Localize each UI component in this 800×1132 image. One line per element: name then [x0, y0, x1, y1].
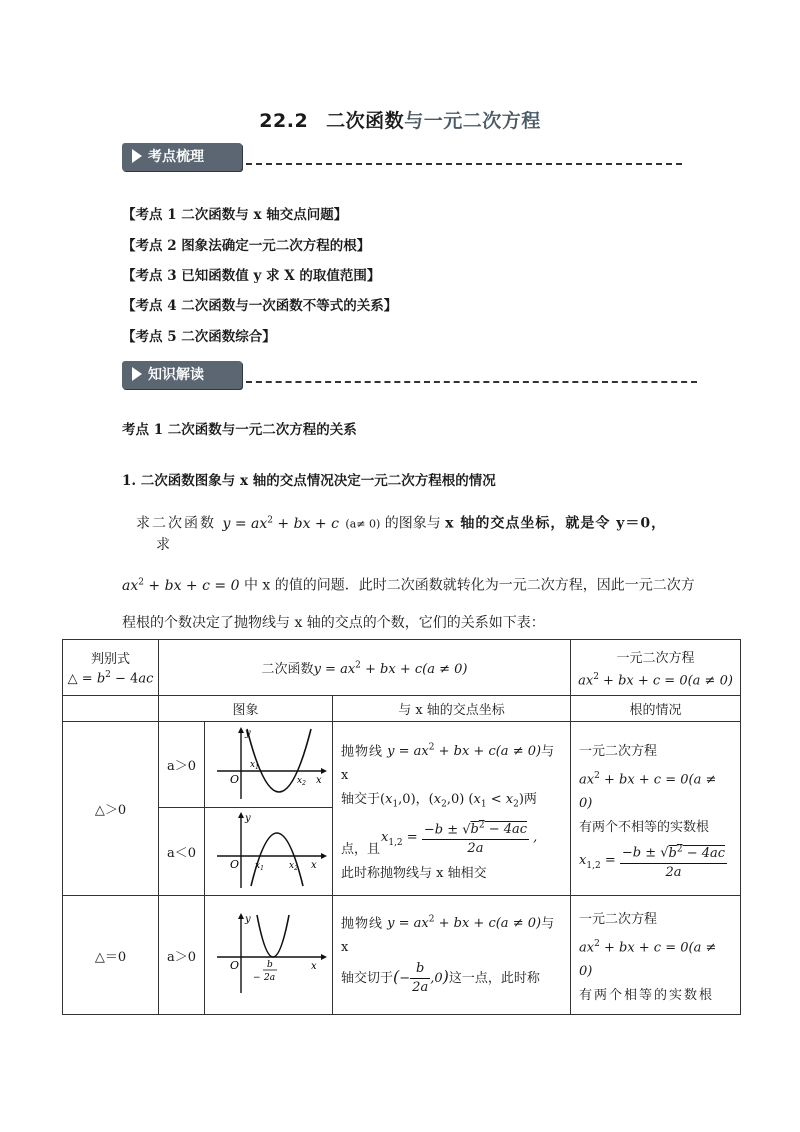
banner-label: 考点梳理: [148, 149, 204, 165]
para1-bold: x 轴的交点坐标，就是令 y＝0，: [445, 515, 667, 532]
banner-zhishi: [122, 361, 697, 389]
kaodian-item-3: 【考点 3 已知函数值 y 求 X 的取值范围】: [122, 268, 381, 284]
row2-p1: 抛物线: [341, 916, 384, 932]
row2-intersection-desc: [333, 896, 571, 1015]
a-positive-label: a＞0: [159, 722, 205, 808]
svg-text:x: x: [310, 961, 317, 973]
svg-text:−: −: [252, 973, 261, 984]
header-disc-label: 判别式: [90, 652, 130, 668]
paragraph-2-line2: 程根的个数决定了抛物线与 x 轴的交点的个数，它们的关系如下表：: [122, 615, 545, 631]
svg-text:O: O: [229, 772, 239, 786]
title-main: 二次函数: [326, 110, 405, 132]
svg-text:y: y: [244, 914, 251, 926]
a-negative-label: a＜0: [159, 808, 205, 896]
row1-p1: 抛物线: [341, 744, 384, 760]
graph-cell-upward-two-roots: [205, 722, 333, 808]
header-eq-formula: $ax^2$ + bx + c = 0(a ≠ 0): [578, 671, 733, 689]
row1-r-desc: 有两个不相等的实数根: [579, 820, 710, 836]
title-number: 22.2: [259, 110, 309, 132]
page-title: [0, 106, 800, 133]
row1-p2: 与 x: [341, 744, 555, 784]
row2-r-title: 一元二次方程: [579, 912, 658, 927]
subsection-heading: 1. 二次函数图象与 x 轴的交点情况决定一元二次方程根的情况: [122, 473, 496, 489]
kaodian-item-1: 【考点 1 二次函数与 x 轴交点问题】: [122, 207, 348, 223]
table-subheader-row: [63, 696, 741, 722]
header-discriminant: [63, 640, 159, 696]
play-arrow-icon: [132, 367, 142, 381]
graph-cell-downward-two-roots: [205, 808, 333, 896]
row1-p3: 轴交于: [341, 792, 381, 808]
svg-text:O: O: [229, 959, 239, 973]
row2-point-close: ): [442, 967, 449, 987]
play-arrow-icon: [132, 149, 142, 163]
svg-text:x2: $x_2$: [288, 860, 298, 872]
banner-tag: [122, 143, 242, 171]
quadratic-formula: $y = ax^2$ + bx + c: [222, 515, 339, 532]
delta-positive: △＞0: [63, 722, 159, 896]
kaodian-item-4: 【考点 4 二次函数与一次函数不等式的关系】: [122, 298, 398, 314]
para1-mid: 的图象与: [380, 515, 446, 532]
row2-p4: 这一点，此时称: [448, 971, 540, 987]
para2-text1: 中 x 的值的问题．此时二次函数就转化为一元二次方程，因此一元二次方: [243, 577, 695, 594]
paragraph-1: [136, 510, 696, 555]
row1-r-formula: $x_{1,2}$ = $\frac{-b \pm √b^2 - 4ac}{2a}$: [579, 840, 732, 881]
svg-text:y: y: [244, 727, 251, 739]
row1-intersection-desc: [333, 722, 571, 896]
banner-label: 知识解读: [148, 367, 204, 383]
subheader-intersect: 与 x 轴的交点坐标: [333, 696, 571, 722]
row2-roots-desc: [571, 896, 741, 1015]
svg-text:y: y: [244, 812, 251, 824]
delta-zero: △＝0: [63, 896, 159, 1015]
banner-tag: [122, 361, 242, 389]
para1-lead: 求二次函数: [136, 515, 216, 532]
header-func-prefix: 二次函数: [261, 662, 314, 677]
a-positive-label: a＞0: [159, 896, 205, 1015]
svg-text:O: O: [229, 857, 239, 871]
row1-p6: 此时称抛物线与 x 轴相交: [341, 866, 487, 882]
svg-text:2a: 2a: [263, 973, 275, 984]
discriminant-formula: △ = $b^2 - 4ac$: [67, 670, 154, 687]
row2-p2: 与 x: [341, 916, 555, 956]
svg-text:x: x: [310, 859, 317, 871]
row1-roots-desc: [571, 722, 741, 896]
svg-text:b: b: [266, 960, 273, 971]
row1-root-formula: $x_{1,2}$ = $\frac{-b \pm √b^2 - 4ac}{2a}$ ,: [381, 817, 562, 858]
svg-text:x1: $x_1$: [254, 860, 264, 872]
banner-kaodian: [122, 143, 682, 171]
row1-r-title: 一元二次方程: [579, 744, 658, 759]
header-function: [159, 640, 571, 696]
relation-table: [62, 639, 741, 1015]
section-heading: 考点 1 二次函数与一元二次方程的关系: [122, 422, 357, 438]
row2-point-x: − $\frac{b}{2a}$ ,0: [399, 961, 443, 996]
kaodian-item-2: 【考点 2 图象法确定一元二次方程的根】: [122, 238, 371, 254]
header-eq-title: 一元二次方程: [616, 650, 695, 666]
parabola-down-two-roots-graph: [209, 810, 329, 890]
subheader-roots: 根的情况: [571, 696, 741, 722]
graph-cell-upward-tangent: [205, 896, 333, 1015]
row1-func: $y = ax^2$ + bx + c(a ≠ 0): [387, 743, 542, 760]
condition: (a≠ 0): [345, 517, 381, 531]
parabola-tangent-graph: [209, 911, 329, 995]
row2-point: (: [393, 967, 400, 987]
table-header-row: [63, 640, 741, 696]
svg-text:x2: $x_2$: [296, 775, 306, 787]
title-rest: 与一元二次方程: [404, 110, 541, 132]
row2-p3: 轴交切于: [341, 971, 394, 987]
paragraph-2: [122, 572, 722, 596]
dashed-divider: [246, 381, 697, 383]
kaodian-item-5: 【考点 5 二次函数综合】: [122, 329, 276, 345]
row1-p5: 点，且: [341, 842, 381, 858]
header-equation: [571, 640, 741, 696]
subheader-empty: [63, 696, 159, 722]
row2-func: $y = ax^2$ + bx + c(a ≠ 0): [387, 915, 542, 932]
row2-r-equation: $ax^2$ + bx + c = 0(a ≠ 0): [579, 939, 717, 980]
header-func-formula: $y = ax^2$ + bx + c(a ≠ 0): [313, 660, 468, 677]
svg-text:x: x: [315, 774, 322, 786]
row1-p4: 两: [523, 792, 537, 808]
parabola-up-two-roots-graph: [209, 725, 329, 801]
table-row: [63, 722, 741, 808]
row1-r-equation: $ax^2$ + bx + c = 0(a ≠ 0): [579, 771, 717, 812]
para1-tail: 求: [156, 536, 170, 553]
row2-r-desc: 有两个相等的实数根: [579, 988, 715, 1004]
subheader-image: 图象: [159, 696, 333, 722]
svg-text:x1: $x_1$: [249, 759, 259, 771]
dashed-divider: [246, 163, 682, 165]
table-row: [63, 896, 741, 1015]
equation: $ax^2$ + bx + c = 0: [122, 577, 240, 594]
row1-points: $(x_1,0)$，$(x_2,0) (x_1 < x_2)$: [380, 792, 524, 810]
